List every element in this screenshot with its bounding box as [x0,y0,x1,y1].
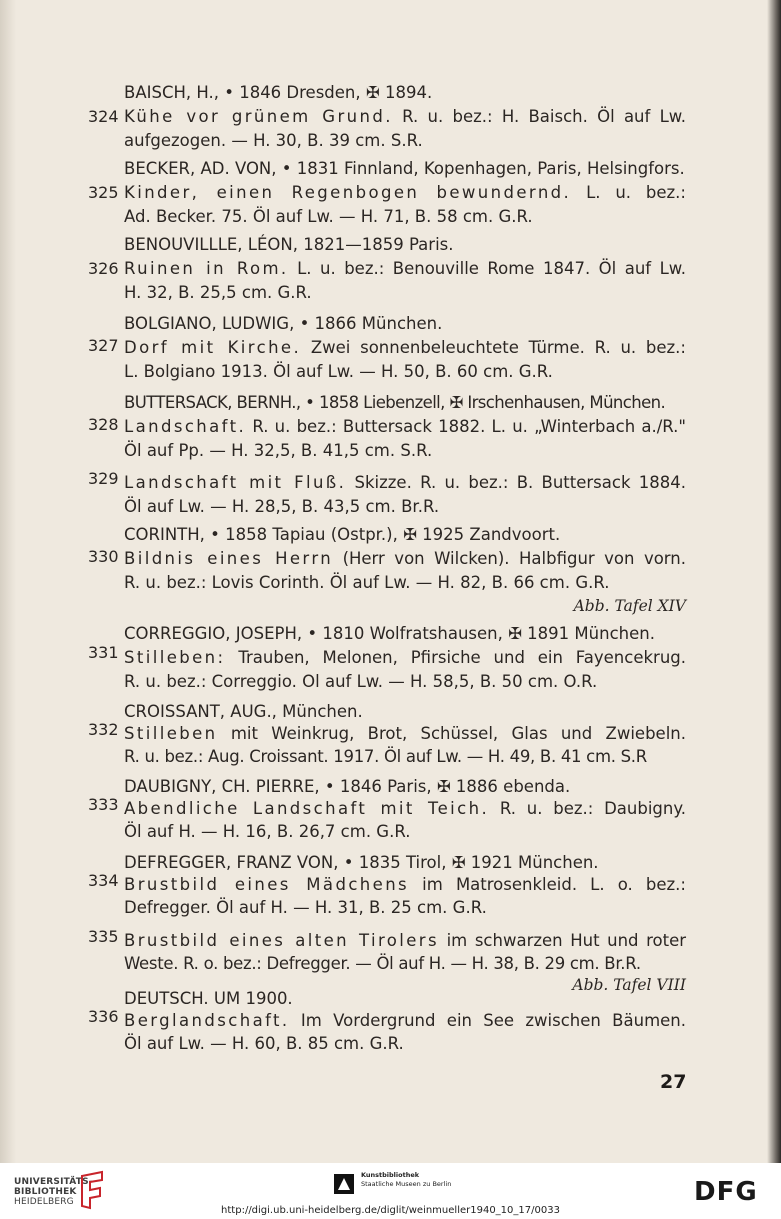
lot-text: Skizze. R. u. bez.: B. Buttersack 1884. [354,473,686,492]
lot-title: Stilleben: [124,648,226,667]
lot-number: 327 [88,336,119,355]
lot-number: 325 [88,183,119,202]
lot-first-line [124,798,686,820]
artist-heading: CROISSANT, AUG., München. [124,702,363,721]
lot-text: mit Weinkrug, Brot, Schüssel, Glas und Zwiebeln. [230,724,686,743]
library-name-line: HEIDELBERG [14,1197,74,1207]
kunstbibliothek-title: Kunstbibliothek [361,1171,420,1179]
lot-title: Kinder, einen Regenbogen bewundernd. [124,183,572,202]
library-name-line: UNIVERSITÄTS- [14,1177,93,1187]
lot-line: R. u. bez.: Correggio. Ol auf Lw. — H. 58,5, B. 50 cm. O.R. [124,672,598,691]
lot-line: Öl auf Lw. — H. 28,5, B. 43,5 cm. Br.R. [124,497,440,516]
lot-text: R. u. bez.: Daubigny. [499,799,687,818]
lot-line: R. u. bez.: Lovis Corinth. Öl auf Lw. — H. 82, B. 66 cm. G.R. [124,573,610,592]
lot-first-line [124,874,686,896]
lot-number: 335 [88,927,119,946]
lot-title: Stilleben [124,724,218,743]
lot-title: Berglandschaft. [124,1011,290,1030]
lot-line: aufgezogen. — H. 30, B. 39 cm. S.R. [124,131,423,150]
lot-title: Landschaft. [124,417,247,436]
plate-reference: Abb. Tafel VIII [572,976,686,994]
kunstbibliothek-subtitle: Staatliche Museen zu Berlin [361,1180,452,1188]
lot-title: Brustbild eines alten Tirolers [124,931,439,950]
page-number: 27 [660,1071,687,1093]
artist-heading: BAISCH, H., • 1846 Dresden, ✠ 1894. [124,83,433,102]
lot-first-line [124,416,686,438]
plate-reference: Abb. Tafel XIV [573,597,686,615]
artist-heading: BOLGIANO, LUDWIG, • 1866 München. [124,314,443,333]
lot-first-line [124,723,686,745]
lot-text: R. u. bez.: Buttersack 1882. L. u. „Winterbach a./R." [252,417,686,436]
lot-number: 331 [88,643,119,662]
lot-line: R. u. bez.: Aug. Croissant. 1917. Öl auf Lw. — H. 49, B. 41 cm. S.R [124,747,647,766]
artist-heading: DEUTSCH. UM 1900. [124,989,293,1008]
artist-heading: BECKER, AD. VON, • 1831 Finnland, Kopenhagen, Paris, Helsingfors. [124,159,685,178]
lot-line: H. 32, B. 25,5 cm. G.R. [124,283,312,302]
lot-line: Weste. R. o. bez.: Defregger. — Öl auf H. — H. 38, B. 29 cm. Br.R. [124,954,641,973]
artist-heading: DAUBIGNY, CH. PIERRE, • 1846 Paris, ✠ 1886 ebenda. [124,777,571,796]
lot-first-line [124,472,686,494]
artist-heading: DEFREGGER, FRANZ VON, • 1835 Tirol, ✠ 1921 München. [124,853,599,872]
lot-title: Brustbild eines Mädchens [124,875,410,894]
lot-number: 334 [88,871,119,890]
lot-number: 326 [88,259,119,278]
lot-text: L. u. bez.: Benouville Rome 1847. Öl auf Lw. [297,259,687,278]
lot-title: Dorf mit Kirche. [124,338,302,357]
lot-number: 329 [88,469,119,488]
lot-line: L. Bolgiano 1913. Öl auf Lw. — H. 50, B. 60 cm. G.R. [124,362,553,381]
lot-first-line [124,548,686,570]
lot-text: Im Vordergrund ein See zwischen Bäumen. [300,1011,686,1030]
lot-text: (Herr von Wilcken). Halbfigur von vorn. [342,549,686,568]
lot-title: Ruinen in Rom. [124,259,289,278]
lot-first-line [124,647,686,669]
lot-number: 333 [88,795,119,814]
lot-title: Kühe vor grünem Grund. [124,107,393,126]
lot-text: R. u. bez.: H. Baisch. Öl auf Lw. [402,107,686,126]
lot-number: 330 [88,547,119,566]
lot-number: 328 [88,415,119,434]
lot-title: Landschaft mit Fluß. [124,473,347,492]
lot-first-line [124,1010,686,1032]
university-library-logo-icon [78,1170,108,1210]
lot-text: L. u. bez.: [586,183,686,202]
lot-number: 324 [88,107,119,126]
dfg-logo: DFG [694,1177,758,1207]
lot-first-line [124,930,686,952]
artist-heading: BENOUVILLLE, LÉON, 1821—1859 Paris. [124,235,454,254]
artist-heading: CORINTH, • 1858 Tapiau (Ostpr.), ✠ 1925 Zandvoort. [124,525,561,544]
artist-heading: CORREGGIO, JOSEPH, • 1810 Wolfratshausen, ✠ 1891 München. [124,624,655,643]
lot-text: im schwarzen Hut und roter [446,931,687,950]
lot-first-line [124,258,686,280]
lot-line: Ad. Becker. 75. Öl auf Lw. — H. 71, B. 58 cm. G.R. [124,207,533,226]
lot-line: Öl auf Pp. — H. 32,5, B. 41,5 cm. S.R. [124,441,433,460]
library-name-line: BIBLIOTHEK [14,1187,77,1197]
lot-first-line [124,182,686,204]
lot-line: Defregger. Öl auf H. — H. 31, B. 25 cm. G.R. [124,898,487,917]
lot-text: Trauben, Melonen, Pfirsiche und ein Fayencekrug. [238,648,686,667]
lot-text: Zwei sonnenbeleuchtete Türme. R. u. bez.: [310,338,686,357]
lot-title: Bildnis eines Herrn [124,549,334,568]
lot-first-line [124,106,686,128]
kunstbibliothek-name [361,1171,451,1189]
lot-number: 336 [88,1007,119,1026]
lot-line: Öl auf Lw. — H. 60, B. 85 cm. G.R. [124,1034,404,1053]
lot-text: im Matrosenkleid. L. o. bez.: [422,875,686,894]
permalink-url[interactable]: http://digi.ub.uni-heidelberg.de/diglit/weinmueller1940_10_17/0033 [221,1205,560,1216]
lot-line: Öl auf H. — H. 16, B. 26,7 cm. G.R. [124,822,411,841]
lot-title: Abendliche Landschaft mit Teich. [124,799,490,818]
viewer-footer [0,1163,781,1219]
lot-number: 332 [88,720,119,739]
artist-heading: BUTTERSACK, BERNH., • 1858 Liebenzell, ✠ Irschenhausen, München. [124,393,666,412]
kunstbibliothek-logo-icon [334,1174,354,1194]
lot-first-line [124,337,686,359]
